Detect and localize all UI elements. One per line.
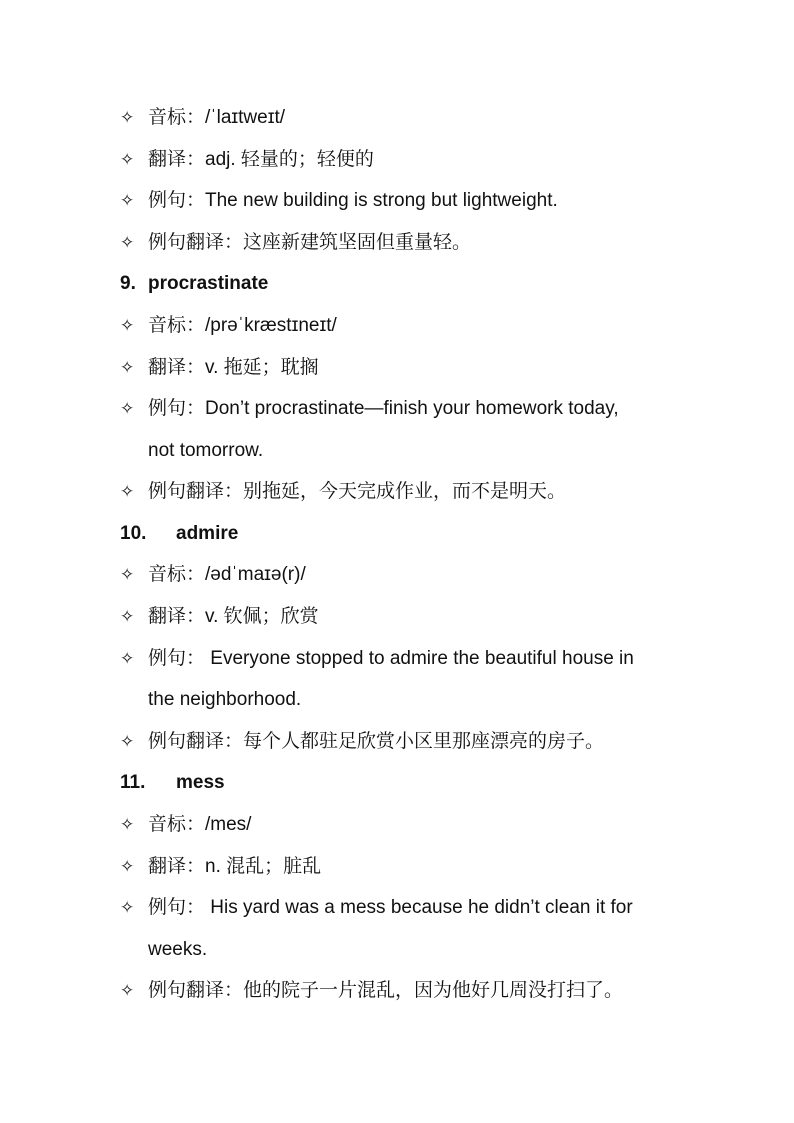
vocab-number: 11. — [120, 772, 146, 793]
example-continuation-text: the neighborhood. — [148, 689, 302, 710]
example-translation-text: 例句翻译：这座新建筑坚固但重量轻。 — [148, 232, 472, 253]
vocab-number: 10. — [120, 523, 147, 544]
vocab-number: 9. — [120, 273, 136, 294]
diamond-bullet-icon: ✧ — [120, 108, 135, 128]
example-continuation-line — [148, 935, 207, 965]
diamond-bullet-icon: ✧ — [120, 316, 135, 336]
translation-text: 翻译：v. 拖延；耽搁 — [148, 357, 319, 378]
translation-text: 翻译：v. 钦佩；欣赏 — [148, 606, 319, 627]
diamond-bullet-icon: ✧ — [120, 649, 135, 669]
vocab-word: procrastinate — [148, 273, 269, 294]
example-text: 例句： His yard was a mess because he didn’t clean it for — [148, 897, 633, 918]
diamond-bullet-icon: ✧ — [120, 399, 135, 419]
diamond-bullet-icon: ✧ — [120, 607, 135, 627]
example-translation-text: 例句翻译：每个人都驻足欣赏小区里那座漂亮的房子。 — [148, 731, 605, 752]
example-continuation-text: weeks. — [148, 939, 208, 960]
phonetic-text: 音标：/prəˈkræstɪneɪt/ — [148, 315, 337, 336]
diamond-bullet-icon: ✧ — [120, 565, 135, 585]
vocab-word: admire — [176, 523, 239, 544]
diamond-bullet-icon: ✧ — [120, 981, 135, 1001]
diamond-bullet-icon: ✧ — [120, 358, 135, 378]
example-translation-text: 例句翻译：他的院子一片混乱，因为他好几周没打扫了。 — [148, 980, 624, 1001]
example-text: 例句： Everyone stopped to admire the beautiful house in — [148, 648, 634, 669]
phonetic-text: 音标：/mes/ — [148, 814, 252, 835]
diamond-bullet-icon: ✧ — [120, 150, 135, 170]
translation-text: 翻译：adj. 轻量的；轻便的 — [148, 149, 374, 170]
example-translation-text: 例句翻译：别拖延，今天完成作业，而不是明天。 — [148, 481, 567, 502]
translation-text: 翻译：n. 混乱；脏乱 — [148, 856, 322, 877]
example-continuation-line — [148, 436, 263, 466]
diamond-bullet-icon: ✧ — [120, 898, 135, 918]
diamond-bullet-icon: ✧ — [120, 815, 135, 835]
phonetic-text: 音标：/ədˈmaɪə(r)/ — [148, 564, 306, 585]
example-text: 例句：Don’t procrastinate—finish your homework today, — [148, 398, 619, 419]
diamond-bullet-icon: ✧ — [120, 857, 135, 877]
diamond-bullet-icon: ✧ — [120, 233, 135, 253]
example-text: 例句：The new building is strong but lightweight. — [148, 190, 558, 211]
diamond-bullet-icon: ✧ — [120, 732, 135, 752]
vocab-word: mess — [176, 772, 225, 793]
diamond-bullet-icon: ✧ — [120, 482, 135, 502]
example-continuation-text: not tomorrow. — [148, 440, 264, 461]
example-continuation-line — [148, 685, 301, 715]
phonetic-text: 音标：/ˈlaɪtweɪt/ — [148, 107, 286, 128]
diamond-bullet-icon: ✧ — [120, 191, 135, 211]
